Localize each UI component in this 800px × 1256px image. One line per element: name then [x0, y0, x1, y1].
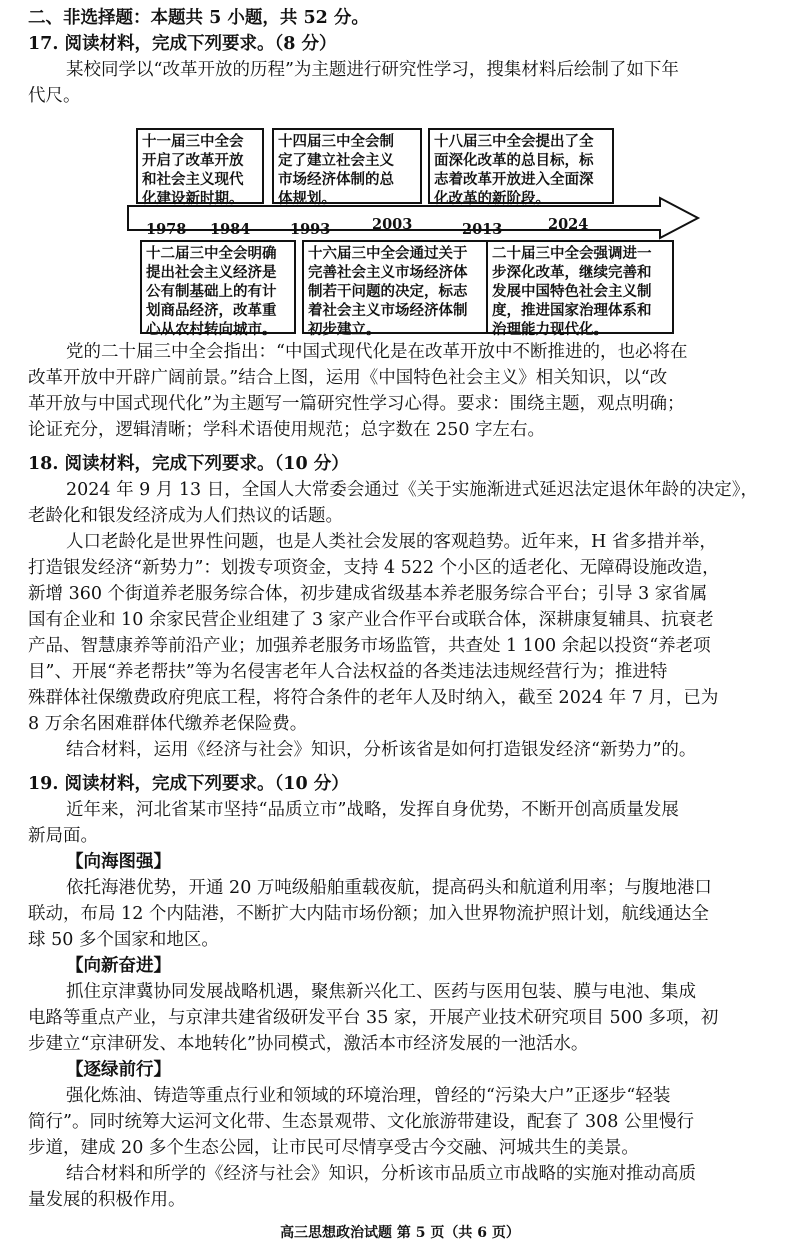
box-line: 十二届三中全会明确	[146, 245, 277, 262]
q17-intro-line: 某校同学以“改革开放的历程”为主题进行研究性学习，搜集材料后绘制了如下年	[66, 60, 679, 80]
box-line: 和社会主义现代	[142, 171, 244, 188]
box-line: 十一届三中全会	[142, 133, 244, 150]
q19-line: 强化炼油、铸造等重点行业和领域的环境治理，曾经的“污染大户”正逐步“轻装	[66, 1086, 671, 1106]
box-line: 公有制基础上的有计	[146, 283, 277, 300]
box-line: 治理能力现代化。	[492, 321, 608, 338]
box-line: 定了建立社会主义	[278, 152, 394, 169]
q18-line: 殊群体社保缴费政府兜底工程，将符合条件的老年人及时纳入，截至 2024 年 7 月，已为	[28, 688, 719, 708]
box-line: 开启了改革开放	[142, 152, 244, 169]
timeline-box-1993	[272, 128, 422, 207]
q19-line: 步道，建成 20 多个生态公园，让市民可尽情享受古今交融、河城共生的美景。	[28, 1138, 639, 1158]
q18-line: 老龄化和银发经济成为人们热议的话题。	[28, 506, 343, 526]
q19-line: 简行”。同时统筹大运河文化带、生态景观带、文化旅游带建设，配套了 308 公里慢行	[28, 1112, 694, 1132]
q19-task: 结合材料和所学的《经济与社会》知识，分析该市品质立市战略的实施对推动高质	[66, 1164, 696, 1184]
q18-title: 18. 阅读材料，完成下列要求。（10 分）	[28, 454, 349, 474]
q17-intro-line: 代尺。	[28, 86, 81, 106]
timeline-box-1978	[136, 128, 264, 207]
box-line: 提出社会主义经济是	[146, 264, 277, 281]
q19-intro-line: 近年来，河北省某市坚持“品质立市”战略，发挥自身优势，不断开创高质量发展	[66, 800, 679, 820]
q19-task: 量发展的积极作用。	[28, 1190, 186, 1210]
timeline-box-1984	[140, 240, 296, 338]
q18-line: 新增 360 个街道养老服务综合体，初步建成省级基本养老服务综合平台；引导 3 家省属	[28, 584, 708, 604]
q19-line: 电路等重点产业，与京津共建省级研发平台 35 家，开展产业技术研究项目 500 多项，初	[28, 1008, 719, 1028]
timeline-box-2024	[486, 240, 674, 338]
box-line: 化建设新时期。	[142, 190, 244, 207]
box-line: 步深化改革，继续完善和	[492, 264, 652, 281]
section-header: 二、非选择题：本题共 5 小题，共 52 分。	[28, 8, 369, 28]
box-line: 着社会主义市场经济体制	[308, 302, 468, 319]
q17-paragraph-line: 论证充分，逻辑清晰；学科术语使用规范；总字数在 250 字左右。	[28, 420, 546, 440]
timeline-box-2003	[302, 240, 490, 338]
q19-heading-sea: 【向海图强】	[66, 852, 171, 872]
box-line: 体规划。	[278, 190, 336, 207]
page-footer: 高三思想政治试题 第 5 页（共 6 页）	[280, 1225, 520, 1241]
q18-line: 8 万余名困难群体代缴养老保险费。	[28, 714, 308, 734]
box-line: 面深化改革的总目标，标	[434, 152, 594, 169]
q19-line: 依托海港优势，开通 20 万吨级船舶重载夜航，提高码头和航道利用率；与腹地港口	[66, 878, 712, 898]
box-line: 发展中国特色社会主义制	[492, 283, 652, 300]
box-line: 二十届三中全会强调进一	[492, 245, 652, 262]
q19-line: 球 50 多个国家和地区。	[28, 930, 219, 950]
year-label: 2024	[548, 216, 589, 233]
q18-line: 人口老龄化是世界性问题，也是人类社会发展的客观趋势。近年来，H 省多措并举，	[66, 532, 717, 552]
q18-task: 结合材料，运用《经济与社会》知识，分析该省是如何打造银发经济“新势力”的。	[66, 740, 697, 760]
box-line: 制若干问题的决定，标志	[308, 283, 468, 300]
q19-heading-new: 【向新奋进】	[66, 956, 171, 976]
q18-line: 国有企业和 10 余家民营企业组建了 3 家产业合作平台或联合体，深耕康复辅具、抗衰老	[28, 610, 714, 630]
box-line: 心从农村转向城市。	[146, 321, 277, 338]
q18-line: 产品、智慧康养等前沿产业；加强养老服务市场监管，共查处 1 100 余起以投资“养老项	[28, 636, 711, 656]
q19-line: 步建立“京津研发、本地转化”协同模式，激活本市经济发展的一池活水。	[28, 1034, 589, 1054]
year-label: 1978	[146, 221, 187, 238]
q17-paragraph-line: 党的二十届三中全会指出：“中国式现代化是在改革开放中不断推进的，也必将在	[66, 342, 688, 362]
q18-line: 2024 年 9 月 13 日，全国人大常委会通过《关于实施渐进式延迟法定退休年龄的决定》，	[66, 480, 758, 500]
box-line: 完善社会主义市场经济体	[308, 264, 468, 281]
box-line: 十四届三中全会制	[278, 133, 394, 150]
q18-line: 目”、开展“养老帮扶”等为名侵害老年人合法权益的各类违法违规经营行为；推进特	[28, 662, 668, 682]
box-line: 划商品经济，改革重	[146, 302, 277, 319]
q19-line: 抓住京津冀协同发展战略机遇，聚焦新兴化工、医药与医用包装、膜与电池、集成	[66, 982, 696, 1002]
box-line: 十八届三中全会提出了全	[434, 133, 594, 150]
year-label: 2003	[372, 216, 413, 233]
box-line: 化改革的新阶段。	[434, 190, 550, 207]
q19-line: 联动，布局 12 个内陆港，不断扩大内陆市场份额；加入世界物流护照计划，航线通达全	[28, 904, 709, 924]
q19-title: 19. 阅读材料，完成下列要求。（10 分）	[28, 774, 349, 794]
box-line: 市场经济体制的总	[278, 171, 394, 188]
q19-heading-green: 【逐绿前行】	[66, 1060, 171, 1080]
box-line: 度，推进国家治理体系和	[492, 302, 652, 319]
q17-paragraph-line: 革开放与中国式现代化”为主题写一篇研究性学习心得。要求：围绕主题，观点明确；	[28, 394, 685, 414]
q18-line: 打造银发经济“新势力”：划拨专项资金，支持 4 522 个小区的适老化、无障碍设施改造，	[28, 558, 720, 578]
box-line: 志着改革开放进入全面深	[434, 171, 594, 188]
q19-intro-line: 新局面。	[28, 826, 98, 846]
year-label: 1993	[290, 221, 331, 238]
box-line: 初步建立。	[308, 321, 381, 338]
timeline-box-2013	[428, 128, 614, 207]
year-label: 2013	[462, 221, 503, 238]
q17-title: 17. 阅读材料，完成下列要求。（8 分）	[28, 34, 337, 54]
year-label: 1984	[210, 221, 251, 238]
q17-paragraph-line: 改革开放中开辟广阔前景。”结合上图，运用《中国特色社会主义》相关知识，以“改	[28, 368, 668, 388]
box-line: 十六届三中全会通过关于	[308, 245, 468, 262]
